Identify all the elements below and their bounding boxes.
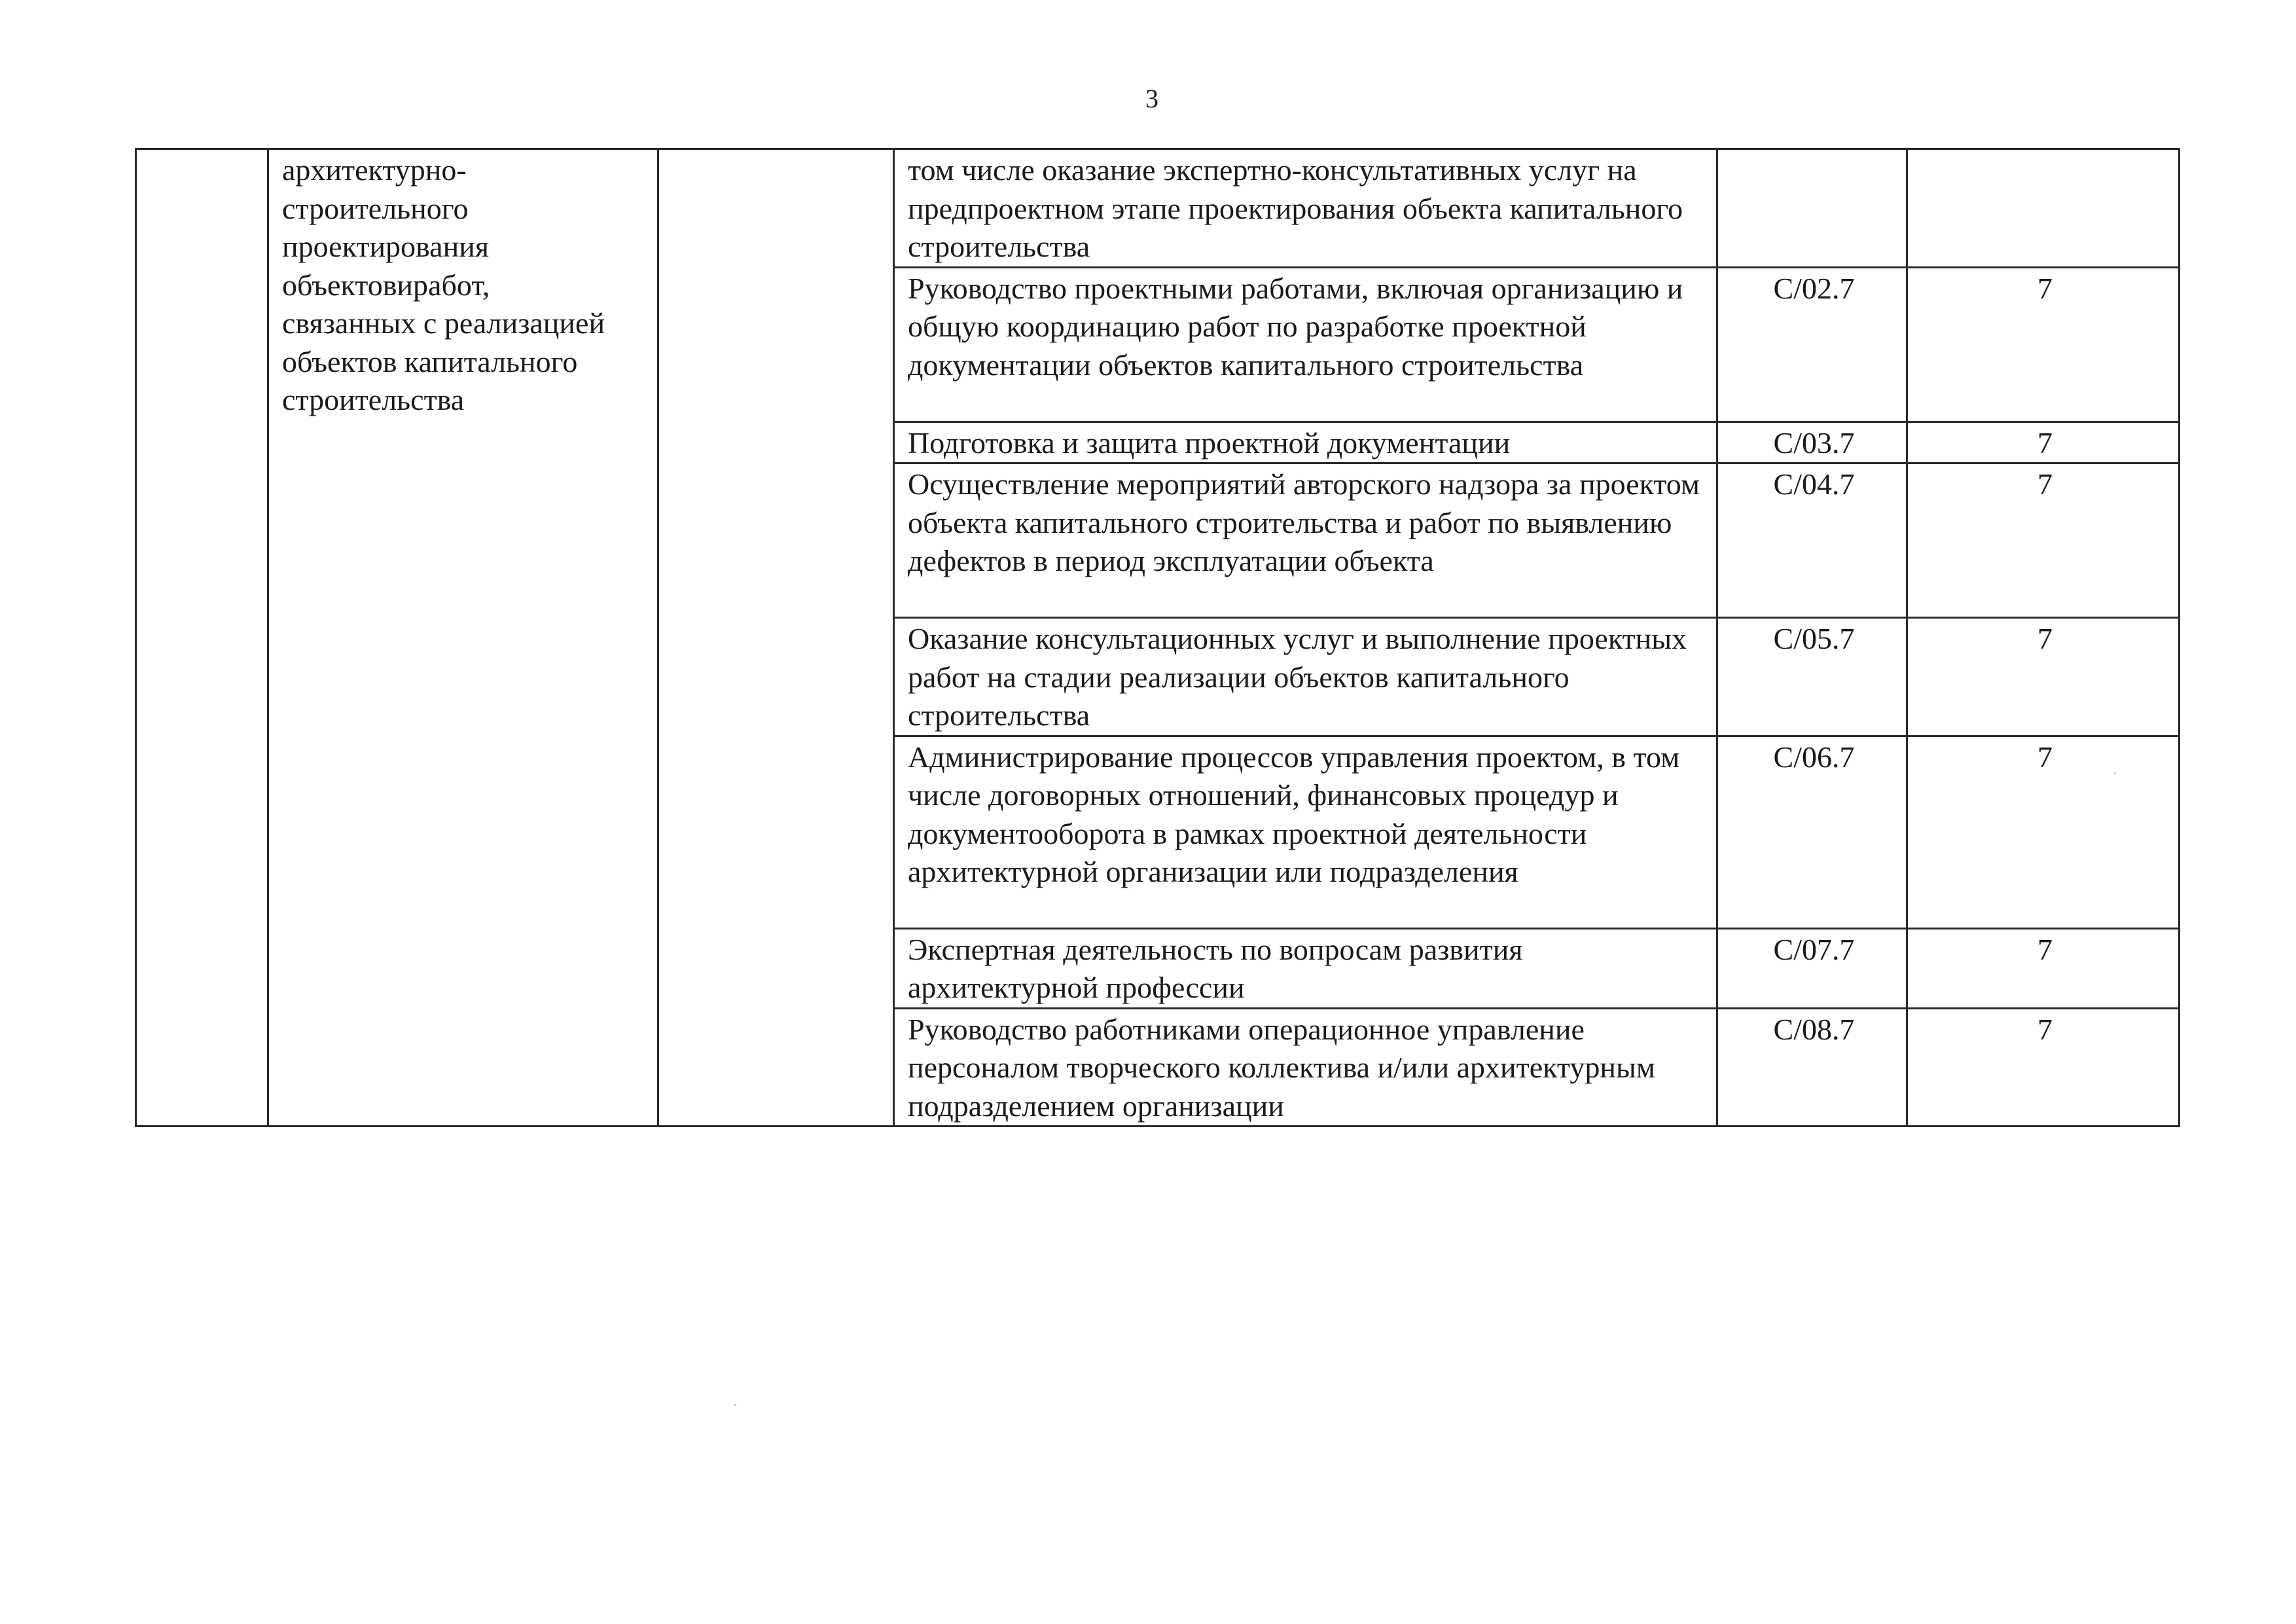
code-cell: С/04.7 <box>1717 463 1907 618</box>
table-row <box>136 149 2179 268</box>
level-cell: 7 <box>1907 422 2179 463</box>
scan-speck <box>2114 772 2116 774</box>
level-cell: 7 <box>1907 736 2179 928</box>
code-cell: С/03.7 <box>1717 422 1907 463</box>
function-cell: Подготовка и защита проектной документации <box>894 422 1717 463</box>
level-cell <box>1907 149 2179 268</box>
level-cell: 7 <box>1907 1008 2179 1127</box>
code-cell: С/08.7 <box>1717 1008 1907 1127</box>
blank-cell <box>658 149 894 1127</box>
code-cell: С/05.7 <box>1717 618 1907 736</box>
code-cell: С/06.7 <box>1717 736 1907 928</box>
function-cell: Экспертная деятельность по вопросам развития архитектурной профессии <box>894 928 1717 1008</box>
level-cell: 7 <box>1907 618 2179 736</box>
scan-speck <box>734 1404 736 1406</box>
level-cell: 7 <box>1907 463 2179 618</box>
generalized-function-cell <box>268 149 658 1127</box>
function-cell: Осуществление мероприятий авторского надзора за проектом объекта капитального строительства и работ по выявлению дефектов в период эксплуатации объекта <box>894 463 1717 618</box>
code-cell: С/07.7 <box>1717 928 1907 1008</box>
function-cell: Администрирование процессов управления проектом, в том числе договорных отношений, финансовых процедур и документооборота в рамках проектной деятельности архитектурной организации или подразделения <box>894 736 1717 928</box>
code-cell: С/02.7 <box>1717 267 1907 422</box>
level-cell: 7 <box>1907 267 2179 422</box>
function-cell: том числе оказание экспертно-консультативных услуг на предпроектном этапе проектирования объекта капитального строительства <box>894 149 1717 268</box>
blank-cell <box>136 149 268 1127</box>
function-cell: Руководство работниками операционное управление персоналом творческого коллектива и/или архитектурным подразделением организации <box>894 1008 1717 1127</box>
function-cell: Оказание консультационных услуг и выполнение проектных работ на стадии реализации объектов капитального строительства <box>894 618 1717 736</box>
code-cell <box>1717 149 1907 268</box>
function-cell: Руководство проектными работами, включая организацию и общую координацию работ по разработке проектной документации объектов капитального строительства <box>894 267 1717 422</box>
level-cell: 7 <box>1907 928 2179 1008</box>
generalized-function-text: архитектурно- строительного проектирования объектовиработ, связанных с реализацией объектов капитального строительства <box>282 153 605 416</box>
qualification-table <box>135 148 2180 1127</box>
page-number: 3 <box>1145 84 1158 113</box>
